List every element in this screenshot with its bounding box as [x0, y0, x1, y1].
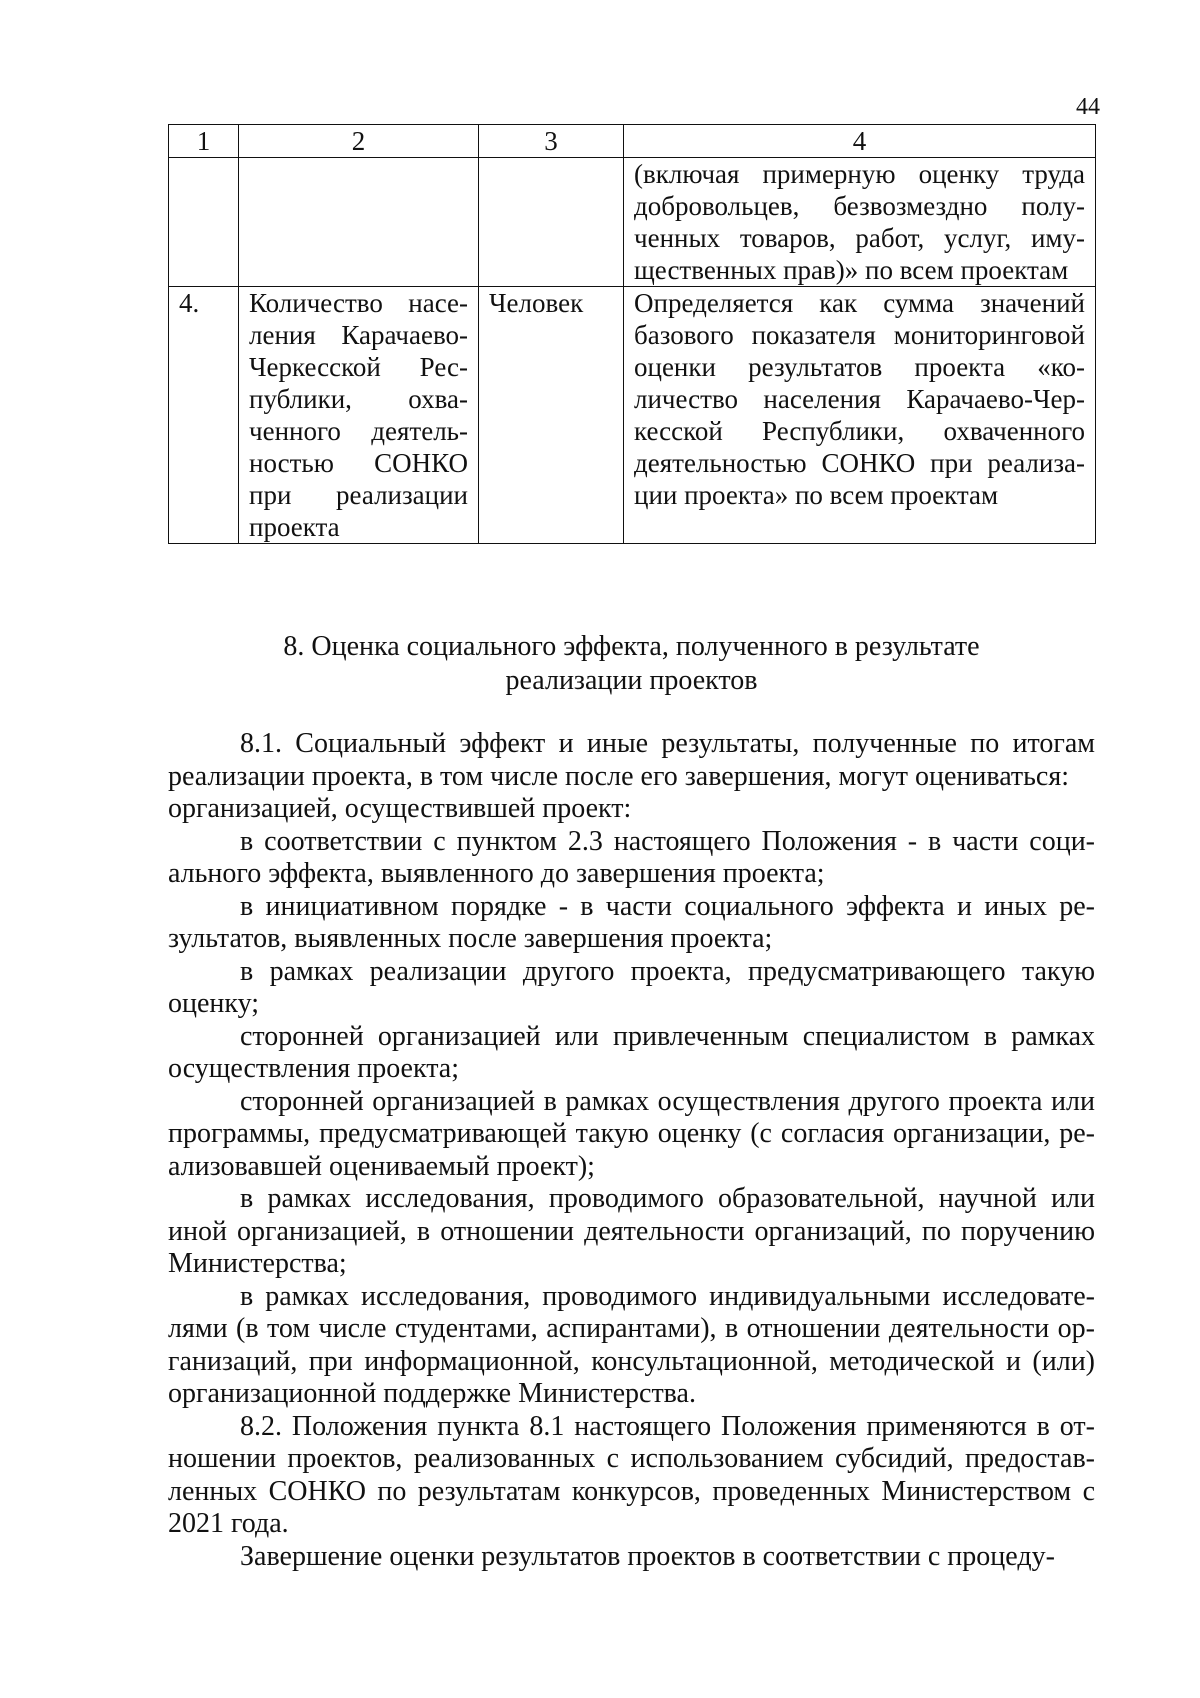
table-cell-indicator: Количество населения Карачаево-Черкесской Республики, охваченного деятельностью СОНКО при реализации проекта — [239, 287, 479, 544]
paragraph: 8.1. Социальный эффект и иные результаты, полученные по итогам реализации проекта, в том числе после его завершения, могут оцениваться: — [168, 728, 1095, 792]
table-header-row — [169, 125, 1096, 158]
table-cell-method: Определяется как сумма значений базового показателя мониторинговой оценки результатов проекта «количество населения Карачаево-Черкесской Республики, охваченного деятельностью СОНКО при реализации проекта» по всем проектам — [624, 287, 1096, 544]
table-header-cell: 3 — [479, 125, 624, 158]
paragraph: в соответствии с пунктом 2.3 настоящего Положения - в части социального эффекта, выявленного до завершения проекта; — [168, 825, 1095, 889]
table-cell-unit — [479, 158, 624, 287]
paragraph: в рамках исследования, проводимого индивидуальными исследователями (в том числе студентами, аспирантами), в отношении деятельности организаций, при информационной, консультационной, методической и (или) организационной поддержке Министерства. — [168, 1280, 1095, 1409]
paragraph: 8.2. Положения пункта 8.1 настоящего Положения применяются в отношении проектов, реализованных с использованием субсидий, предоставленных СОНКО по результатам конкурсов, проведенных Министерством с 2021 года. — [168, 1410, 1095, 1539]
table-header-cell: 4 — [624, 125, 1096, 158]
table-cell-method: (включая примерную оценку труда добровольцев, безвозмездно полученных товаров, работ, услуг, имущественных прав)» по всем проектам — [624, 158, 1096, 287]
paragraph: Завершение оценки результатов проектов в соответствии с процеду- — [240, 1540, 1055, 1572]
section-title-line: 8. Оценка социального эффекта, полученного в результате — [283, 631, 980, 662]
section-title — [168, 630, 1095, 698]
page-number: 44 — [1076, 94, 1100, 120]
section-title-line: реализации проектов — [505, 665, 758, 696]
table-cell-indicator — [239, 158, 479, 287]
table-row — [169, 287, 1096, 544]
paragraph: в рамках реализации другого проекта, предусматривающего такую оценку; — [168, 955, 1095, 1019]
table-cell-number — [169, 158, 239, 287]
section-body — [168, 728, 1095, 1573]
paragraph: в инициативном порядке - в части социального эффекта и иных результатов, выявленных после завершения проекта; — [168, 890, 1095, 954]
table-header-cell: 2 — [239, 125, 479, 158]
table-header-cell: 1 — [169, 125, 239, 158]
table-cell-unit: Человек — [479, 287, 624, 544]
paragraph: сторонней организацией в рамках осуществления другого проекта или программы, предусматривающей такую оценку (с согласия организации, реализовавшей оцениваемый проект); — [168, 1085, 1095, 1182]
paragraph: сторонней организацией или привлеченным специалистом в рамках осуществления проекта; — [168, 1020, 1095, 1084]
table-cell-number: 4. — [169, 287, 239, 544]
paragraph: организацией, осуществившей проект: — [168, 793, 632, 824]
indicator-table — [168, 124, 1096, 544]
paragraph: в рамках исследования, проводимого образовательной, научной или иной организацией, в отношении деятельности организаций, по поручению Министерства; — [168, 1183, 1095, 1279]
table-row — [169, 158, 1096, 287]
